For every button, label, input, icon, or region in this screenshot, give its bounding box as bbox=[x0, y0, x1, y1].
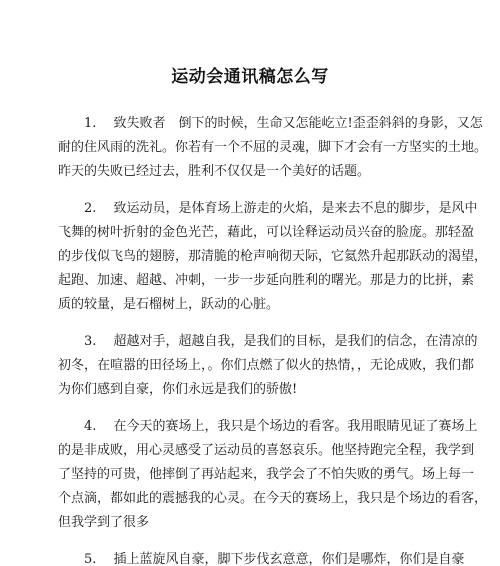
paragraph-line: 飞舞的树叶折射的金色光芒，藉此，可以诠释运动员兴奋的脸庞。那轻盈 bbox=[58, 225, 475, 240]
document-title: 运动会通讯稿怎么写 bbox=[171, 67, 329, 87]
paragraph-line: 1. 致失败者 倒下的时候，生命又怎能屹立!歪歪斜斜的身影，又怎 bbox=[84, 116, 483, 131]
paragraph-1 bbox=[58, 112, 488, 184]
paragraph-5 bbox=[58, 548, 465, 566]
paragraph-line: 的是非成败，用心灵感受了运动员的喜怒哀乐。他坚持跑完全程，我学到 bbox=[58, 443, 475, 458]
paragraph-line: 耐的住风雨的洗礼。你若有一个不屈的灵魂，脚下才会有一方坚实的土地。 bbox=[58, 140, 488, 155]
paragraph-line: 的步伐似飞鸟的翅膀，那清脆的枪声响彻天际，它氦然升起那跃动的渴望， bbox=[58, 249, 488, 264]
document-body bbox=[58, 112, 488, 566]
paragraph-line: 5. 插上蓝旋风自豪，脚下步伐玄意意，你们是哪炸，你们是自豪 bbox=[84, 552, 465, 566]
paragraph-2 bbox=[58, 197, 488, 317]
paragraph-line: 个点滴，都如此的震撼我的心灵。在今天的赛场上，我只是个场边的看客， bbox=[58, 491, 488, 506]
paragraph-4 bbox=[58, 415, 488, 535]
paragraph-line: 质的较量，是石榴树上，跃动的心脏。 bbox=[58, 297, 280, 312]
paragraph-line: 昨天的失败已经过去，胜利不仅仅是一个美好的话题。 bbox=[58, 164, 371, 179]
paragraph-line: 但我学到了很多 bbox=[58, 515, 150, 530]
paragraph-line: 起跑、加速、超越、冲刺，一步一步延向胜利的曙光。那是力的比拼，素 bbox=[58, 273, 475, 288]
paragraph-line: 2. 致运动员，是体育场上游走的火焰，是来去不息的脚步，是风中 bbox=[84, 201, 478, 216]
paragraph-line: 了坚持的可贵，他摔倒了再站起来，我学会了不怕失败的勇气。场上每一 bbox=[58, 467, 475, 482]
paragraph-line: 3. 超越对手，超越自我，是我们的目标，是我们的信念，在清凉的 bbox=[84, 334, 478, 349]
paragraph-3 bbox=[58, 330, 478, 402]
paragraph-line: 4. 在今天的赛场上，我只是个场边的看客。我用眼睛见证了赛场上 bbox=[84, 419, 478, 434]
paragraph-line: 初冬，在喧嚣的田径场上，。你们点燃了似火的热情，，无论成败，我们都 bbox=[58, 358, 475, 373]
paragraph-line: 为你们感到自豪，你们永远是我们的骄傲! bbox=[58, 382, 298, 397]
